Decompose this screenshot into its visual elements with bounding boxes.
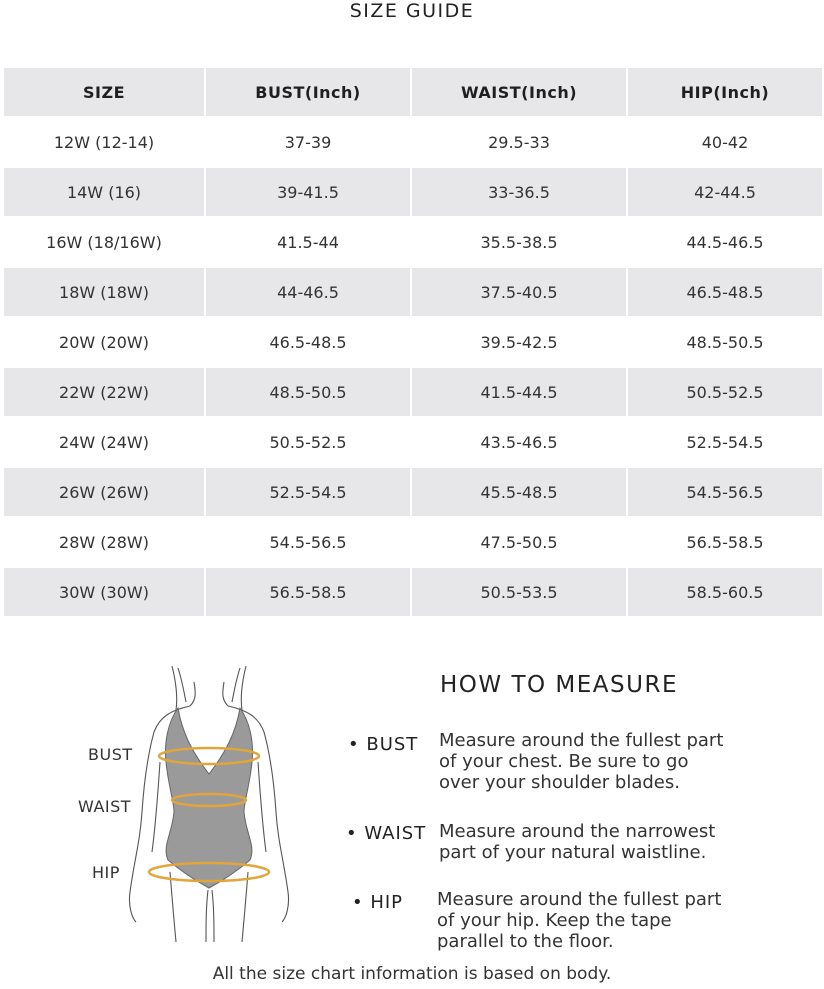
header-size: SIZE [4,68,204,116]
cell-waist: 33-36.5 [412,168,626,216]
swimsuit-shape [166,708,253,888]
table-row [4,468,822,516]
table-row [4,268,822,316]
cell-waist: 41.5-44.5 [412,368,626,416]
cell-waist: 37.5-40.5 [412,268,626,316]
cell-size: 22W (22W) [4,368,204,416]
table-row [4,568,822,616]
cell-hip: 44.5-46.5 [628,218,822,266]
cell-size: 28W (28W) [4,518,204,566]
figure-label-hip: HIP [92,863,120,882]
cell-hip: 52.5-54.5 [628,418,822,466]
waist-description [439,821,779,863]
table-row [4,368,822,416]
cell-hip: 54.5-56.5 [628,468,822,516]
cell-size: 26W (26W) [4,468,204,516]
cell-hip: 56.5-58.5 [628,518,822,566]
cell-bust: 50.5-52.5 [206,418,410,466]
cell-bust: 56.5-58.5 [206,568,410,616]
hip-description [437,889,777,952]
size-table [2,66,824,618]
cell-bust: 39-41.5 [206,168,410,216]
bullet-hip: • HIP [352,892,404,913]
cell-hip: 40-42 [628,118,822,166]
bust-description-line: over your shoulder blades. [439,772,680,793]
table-row [4,418,822,466]
header-hip: HIP(Inch) [628,68,822,116]
page-title: SIZE GUIDE [349,0,475,22]
bust-description-line: of your chest. Be sure to go [439,751,689,772]
figure-label-waist: WAIST [78,797,132,816]
table-row [4,168,822,216]
header-bust: BUST(Inch) [206,68,410,116]
cell-waist: 47.5-50.5 [412,518,626,566]
cell-bust: 52.5-54.5 [206,468,410,516]
cell-bust: 41.5-44 [206,218,410,266]
waist-description-line: part of your natural waistline. [439,842,707,863]
swimsuit-figure-illustration [120,662,300,942]
cell-hip: 48.5-50.5 [628,318,822,366]
hip-description-line: parallel to the floor. [437,931,614,952]
cell-waist: 29.5-33 [412,118,626,166]
cell-waist: 45.5-48.5 [412,468,626,516]
cell-hip: 50.5-52.5 [628,368,822,416]
cell-bust: 46.5-48.5 [206,318,410,366]
how-to-measure-title: HOW TO MEASURE [440,672,678,698]
footer-note: All the size chart information is based on body. [212,964,612,984]
cell-size: 18W (18W) [4,268,204,316]
hip-description-line: Measure around the fullest part [437,889,722,910]
cell-bust: 48.5-50.5 [206,368,410,416]
bust-description-line: Measure around the fullest part [439,730,724,751]
figure-label-bust: BUST [88,745,133,764]
cell-bust: 54.5-56.5 [206,518,410,566]
cell-size: 20W (20W) [4,318,204,366]
cell-size: 30W (30W) [4,568,204,616]
cell-size: 12W (12-14) [4,118,204,166]
table-row [4,318,822,366]
cell-hip: 58.5-60.5 [628,568,822,616]
bust-description [439,730,779,793]
table-row [4,218,822,266]
table-header-row [4,68,822,116]
cell-hip: 42-44.5 [628,168,822,216]
cell-bust: 44-46.5 [206,268,410,316]
table-row [4,118,822,166]
cell-waist: 39.5-42.5 [412,318,626,366]
bullet-bust: • BUST [348,734,419,755]
cell-size: 24W (24W) [4,418,204,466]
hip-description-line: of your hip. Keep the tape [437,910,672,931]
cell-size: 14W (16) [4,168,204,216]
bullet-waist: • WAIST [346,823,427,844]
cell-hip: 46.5-48.5 [628,268,822,316]
header-waist: WAIST(Inch) [412,68,626,116]
cell-waist: 50.5-53.5 [412,568,626,616]
cell-bust: 37-39 [206,118,410,166]
table-row [4,518,822,566]
cell-waist: 43.5-46.5 [412,418,626,466]
waist-description-line: Measure around the narrowest [439,821,716,842]
cell-size: 16W (18/16W) [4,218,204,266]
cell-waist: 35.5-38.5 [412,218,626,266]
